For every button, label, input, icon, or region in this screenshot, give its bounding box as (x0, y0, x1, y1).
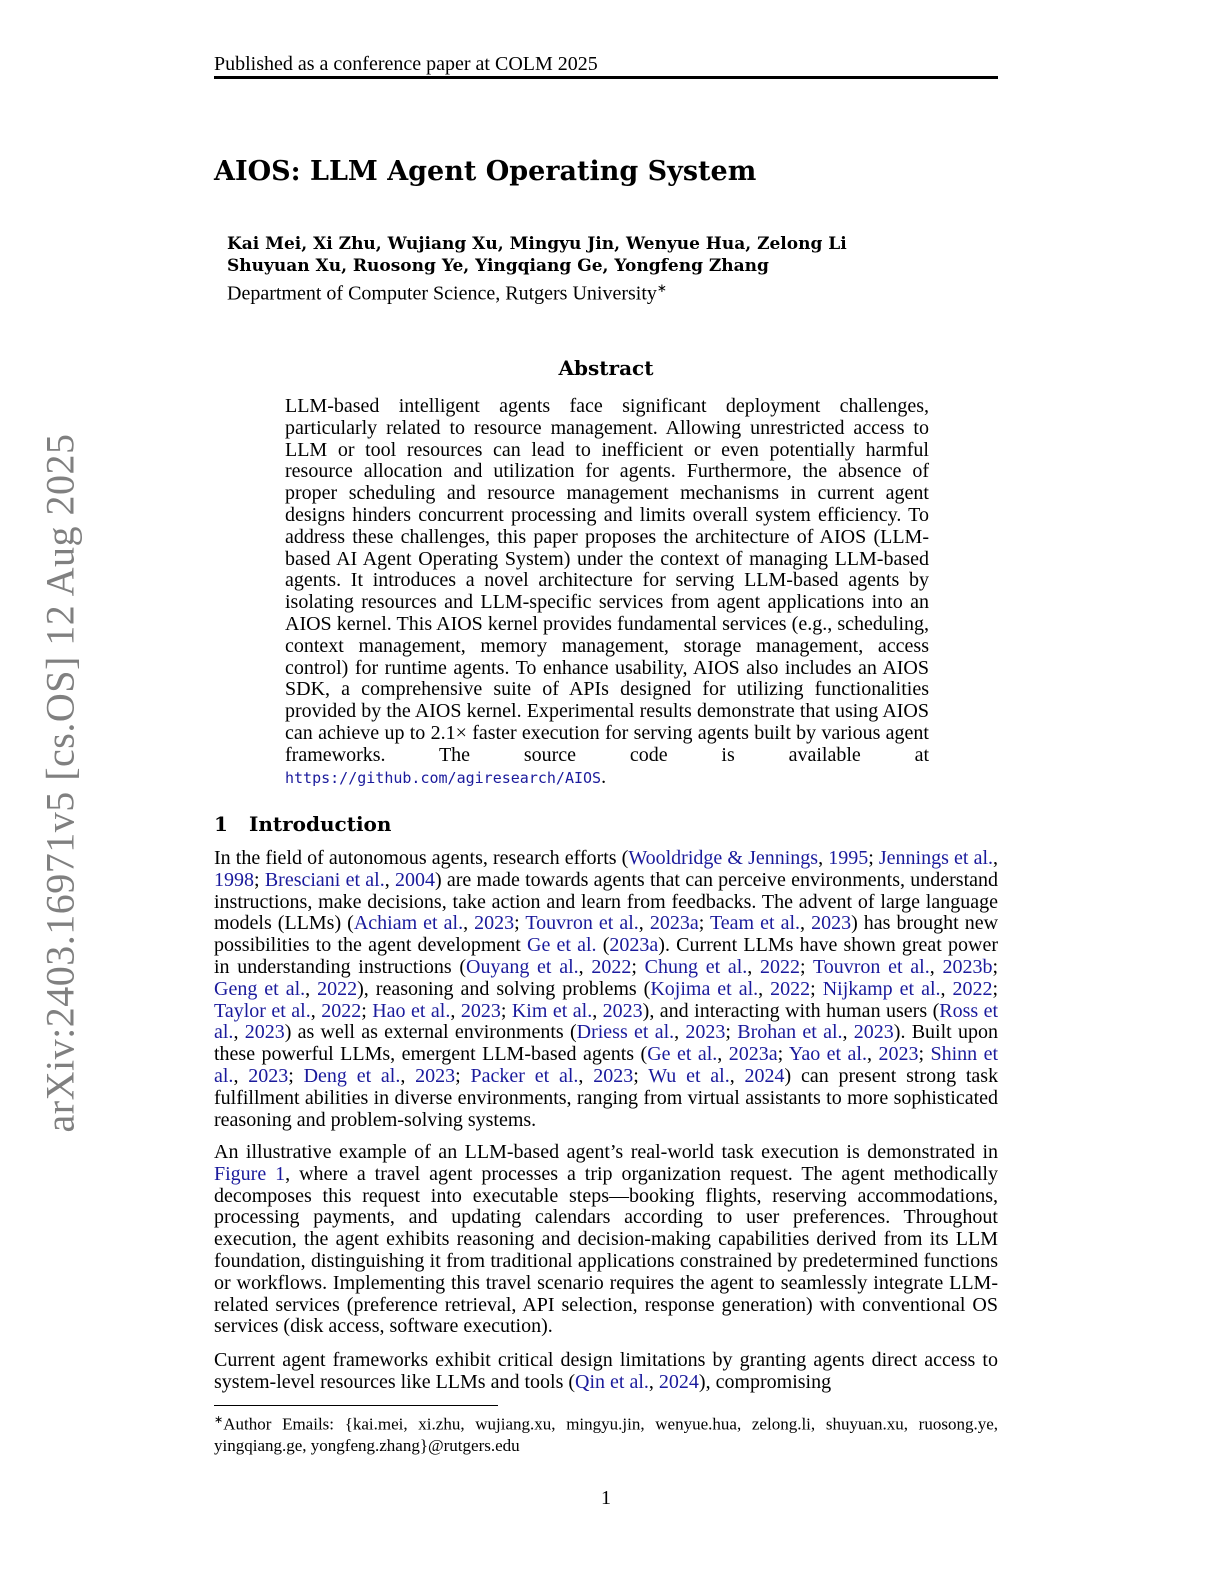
paragraph-text: , (305, 977, 318, 1000)
citation-link[interactable]: 2023 (248, 1064, 289, 1087)
paragraph-text: ( (596, 934, 610, 957)
running-header: Published as a conference paper at COLM 2025 (214, 53, 598, 75)
citation-link[interactable]: 2023 (474, 912, 515, 935)
citation-link[interactable]: 2022 (952, 977, 993, 1000)
citation-link[interactable]: Touvron et al. (812, 955, 930, 978)
citation-link[interactable]: Bresciani et al. (264, 868, 385, 891)
citation-link[interactable]: Wu et al. (648, 1064, 730, 1087)
footnote-marker[interactable]: ∗ (656, 281, 667, 295)
paragraph-text: , (674, 1021, 686, 1044)
citation-link[interactable]: 2023 (811, 912, 852, 935)
citation-link[interactable]: 2023 (460, 999, 501, 1022)
paragraph-text: , (233, 1064, 249, 1087)
footnote (214, 1410, 998, 1456)
citation-link[interactable]: Packer et al. (470, 1064, 579, 1087)
paragraph-text: , (463, 912, 475, 935)
footnote-rule (214, 1405, 498, 1406)
paragraph-text: ; (810, 977, 823, 1000)
citation-link[interactable]: Geng et al. (214, 977, 306, 1000)
abstract-text: LLM-based intelligent agents face significant deployment challenges, particularly related to resource management. Allowing unrestricted access to LLM or tool resources can lead to inefficient or even potentially harmful resource allocation and utilization for agents. Furthermore, the absence of proper scheduling and resource management mechanisms in current agent designs hinders concurrent processing and limits overall system efficiency. To address these challenges, this paper proposes the architecture of AIOS (LLM-based AI Agent Operating System) under the context of managing LLM-based agents. It introduces a novel architecture for serving LLM-based agents by isolating resources and LLM-specific services from agent applications into an AIOS kernel. This AIOS kernel provides fundamental services (e.g., scheduling, context management, memory management, storage management, access control) for runtime agents. To enhance usability, AIOS also includes an AIOS SDK, a comprehensive suite of APIs designed for utilizing functionalities provided by the AIOS kernel. Experimental results demonstrate that using AIOS can achieve up to 2.1× faster execution for serving agents built by various agent frameworks. The source code is available at (285, 395, 929, 766)
citation-link[interactable]: 1998 (214, 868, 254, 891)
intro-paragraph-2 (214, 1142, 998, 1338)
paragraph-text: , (384, 868, 395, 891)
paragraph-text: ), and interacting with human users ( (642, 999, 940, 1022)
paragraph-text: An illustrative example of an LLM-based agent’s real-world task execution is demonstrated in (214, 1141, 998, 1163)
paragraph-text: ; (698, 912, 710, 935)
paragraph-text: , (842, 1021, 854, 1044)
paragraph-text: ). Built upon these powerful LLMs, emergent LLM-based agents ( (214, 1021, 998, 1066)
paragraph-text: , (400, 1064, 416, 1087)
citation-link[interactable]: 2022 (321, 999, 362, 1022)
citation-link[interactable]: Nijkamp et al. (822, 977, 941, 1000)
citation-link[interactable]: 2023 (853, 1021, 894, 1044)
paragraph-text: In the field of autonomous agents, research efforts ( (214, 847, 629, 869)
paragraph-text: ; (455, 1064, 471, 1087)
paragraph-text: , (747, 955, 761, 978)
paragraph-text: , (818, 847, 829, 869)
citation-link[interactable]: 2024 (744, 1064, 785, 1087)
citation-link[interactable]: Driess et al. (576, 1021, 675, 1044)
paragraph-text: ; (633, 1064, 649, 1087)
paragraph-text: ; (868, 847, 879, 869)
paragraph-text: , (929, 955, 943, 978)
arxiv-stamp: arXiv:2403.16971v5 [cs.OS] 12 Aug 2025 (37, 433, 83, 1133)
citation-link[interactable]: Qin et al. (575, 1370, 649, 1393)
citation-link[interactable]: 2022 (760, 955, 801, 978)
paragraph-text: , (648, 1370, 659, 1393)
paragraph-text: ) are made towards agents that can perceive environments, understand instructions, make decisions, take action and learn from feedbacks. The advent of large language models (LLMs) ( (214, 868, 999, 935)
paragraph-text: ; (361, 999, 373, 1022)
author-names-line-1: Kai Mei, Xi Zhu, Wujiang Xu, Mingyu Jin, Wenyue Hua, Zelong Li (227, 234, 847, 254)
section-heading (214, 810, 998, 838)
citation-link[interactable]: Figure 1 (214, 1162, 286, 1185)
paragraph-text: , (758, 977, 771, 1000)
abstract-heading: Abstract (558, 356, 654, 380)
citation-link[interactable]: Yao et al. (788, 1043, 867, 1066)
citation-link[interactable]: Ross et al. (214, 999, 999, 1044)
affiliation (227, 277, 987, 305)
paragraph-text: ; (500, 999, 512, 1022)
paragraph-text: , where a travel agent processes a trip organization request. The agent methodically decomposes this request into executable steps—booking flights, reserving accommodations, processing payments, and updating calendars according to user preferences. Throughout execution, the agent exhibits reasoning and decision-making capabilities derived from its LLM foundation, distinguishing it from traditional applications constrained by predetermined functions or workflows. Implementing this travel scenario requires the agent to seamlessly integrate LLM-related services (preference retrieval, API selection, response generation) with conventional OS services (disk access, software execution). (214, 1162, 998, 1338)
citation-link[interactable]: Touvron et al. (525, 912, 639, 935)
paragraph-text: ; (288, 1064, 304, 1087)
citation-link[interactable]: Ge et al. (647, 1043, 718, 1066)
citation-link[interactable]: 2024 (658, 1370, 699, 1393)
section-number: 1 (214, 812, 228, 836)
paragraph-text: , (450, 999, 461, 1022)
citation-link[interactable]: Jennings et al. (878, 847, 993, 869)
paragraph-text: , (310, 999, 322, 1022)
citation-link[interactable]: Wooldridge & Jennings (628, 847, 819, 869)
citation-link[interactable]: Chung et al. (644, 955, 748, 978)
citation-link[interactable]: 2023 (602, 999, 643, 1022)
paragraph-text: ). Current LLMs have shown great power in understanding instructions ( (214, 934, 999, 978)
author-names-line-2: Shuyuan Xu, Ruosong Ye, Yingqiang Ge, Yongfeng Zhang (227, 256, 769, 276)
source-code-link[interactable]: https://github.com/agiresearch/AIOS (285, 768, 602, 787)
paragraph-text: , (233, 1021, 245, 1044)
paragraph-text: , (717, 1043, 729, 1066)
paragraph-text: , (729, 1064, 745, 1087)
paragraph-text: ; (777, 1043, 789, 1066)
paragraph-text: , (940, 977, 953, 1000)
paragraph-text: ; (992, 977, 999, 1000)
header-rule (214, 76, 998, 79)
paragraph-text: ; (725, 1021, 738, 1044)
affiliation-text: Department of Computer Science, Rutgers University (227, 282, 657, 305)
paragraph-text: , (578, 1064, 594, 1087)
paragraph-text: ; (631, 955, 645, 978)
footnote-mark: ∗ (214, 1414, 224, 1426)
paragraph-text: ; (918, 1043, 931, 1066)
citation-link[interactable]: 2004 (394, 868, 435, 891)
paragraph-text: ), compromising (698, 1370, 832, 1393)
footnote-text: Author Emails: {kai.mei, xi.zhu, wujiang.xu, mingyu.jin, wenyue.hua, zelong.li, shuyuan.xu, ruosong.ye, yingqiang.ge, yongfeng.zhang}@rutgers.edu (214, 1414, 998, 1455)
paragraph-text: ; (514, 912, 526, 935)
paragraph-text: , (866, 1043, 879, 1066)
citation-link[interactable]: 2023 (685, 1021, 726, 1044)
intro-paragraph-3 (214, 1350, 998, 1394)
citation-link[interactable]: 2023 (244, 1021, 285, 1044)
citation-link[interactable]: 2022 (770, 977, 811, 1000)
abstract-end: . (601, 765, 607, 788)
intro-paragraph-1 (214, 848, 998, 1131)
citation-link[interactable]: Kim et al. (511, 999, 593, 1022)
paragraph-text: ) as well as external environments ( (284, 1021, 577, 1044)
citation-link[interactable]: Taylor et al. (214, 999, 311, 1022)
paragraph-text: ), reasoning and solving problems ( (357, 977, 651, 1000)
abstract-body (285, 396, 929, 789)
citation-link[interactable]: 2023a (609, 934, 659, 957)
citation-link[interactable]: Ouyang et al. (466, 955, 579, 978)
citation-link[interactable]: Brohan et al. (737, 1021, 843, 1044)
citation-link[interactable]: Ge et al. (527, 934, 597, 957)
citation-link[interactable]: Achiam et al. (353, 912, 464, 935)
citation-link[interactable]: 2023 (593, 1064, 634, 1087)
paragraph-text: , (800, 912, 812, 935)
paragraph-text: ; (992, 955, 999, 978)
citation-link[interactable]: Team et al. (709, 912, 801, 935)
paragraph-text: ; (800, 955, 813, 978)
section-title: Introduction (249, 812, 392, 836)
paragraph-text: ) can present strong task fulfillment abilities in diverse environments, ranging from virtual assistants to more sophisticated reasoning and problem-solving systems. (214, 1064, 999, 1131)
paragraph-text: , (592, 999, 603, 1022)
citation-link[interactable]: 1995 (828, 847, 869, 869)
citation-link[interactable]: 2022 (591, 955, 632, 978)
paragraph-text: ; (254, 868, 265, 891)
paragraph-text: , (638, 912, 650, 935)
citation-link[interactable]: Shinn et al. (214, 1043, 999, 1087)
paper-title: AIOS: LLM Agent Operating System (214, 156, 757, 187)
page-number: 1 (601, 1487, 611, 1509)
citation-link[interactable]: Deng et al. (303, 1064, 401, 1087)
author-block (227, 233, 987, 305)
citation-link[interactable]: 2023b (942, 955, 993, 978)
citation-link[interactable]: 2023 (415, 1064, 456, 1087)
citation-link[interactable]: Hao et al. (372, 999, 451, 1022)
citation-link[interactable]: 2023a (728, 1043, 778, 1066)
citation-link[interactable]: Kojima et al. (650, 977, 759, 1000)
paragraph-text: , (993, 847, 998, 869)
paragraph-text: Current agent frameworks exhibit critical design limitations by granting agents direct access to system-level resources like LLMs and tools ( (214, 1349, 998, 1393)
paragraph-text: ) has brought new possibilities to the agent development (214, 912, 999, 957)
citation-link[interactable]: 2023a (649, 912, 699, 935)
citation-link[interactable]: 2022 (317, 977, 358, 1000)
paragraph-text: , (578, 955, 592, 978)
citation-link[interactable]: 2023 (878, 1043, 919, 1066)
